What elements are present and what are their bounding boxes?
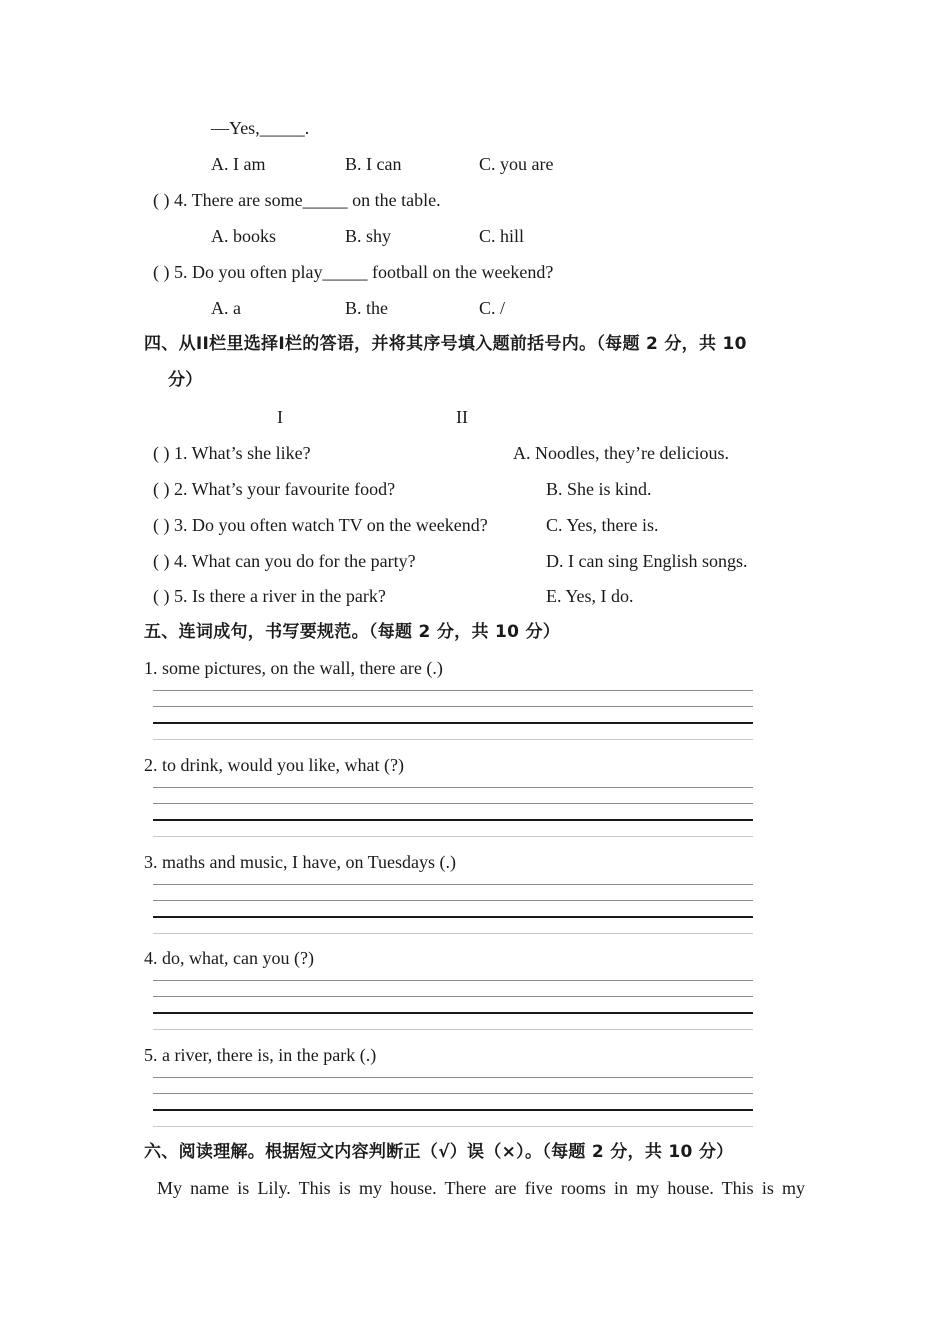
sentence-item-2: 2. to drink, would you like, what (?): [144, 755, 404, 775]
match-question-4: ( ) 4. What can you do for the party?: [153, 551, 416, 571]
writing-line: [153, 803, 753, 804]
writing-line: [153, 836, 753, 837]
q3-answer-line: —Yes,_____.: [211, 118, 310, 138]
q5-option-c: C. /: [479, 298, 506, 318]
q4-option-b: B. shy: [345, 226, 392, 246]
match-answer-a: A. Noodles, they’re delicious.: [513, 443, 729, 463]
writing-line: [153, 706, 753, 707]
section5-title: 五、连词成句，书写要规范。（每题 2 分，共 10 分）: [144, 622, 561, 642]
q5-question: ( ) 5. Do you often play_____ football on the weekend?: [153, 262, 554, 282]
writing-baseline: [153, 916, 753, 918]
q4-option-c: C. hill: [479, 226, 525, 246]
sentence-item-5: 5. a river, there is, in the park (.): [144, 1045, 377, 1065]
sentence-item-3: 3. maths and music, I have, on Tuesdays (.): [144, 852, 456, 872]
q3-option-c: C. you are: [479, 154, 554, 174]
q5-option-a: A. a: [211, 298, 241, 318]
section4-title-cont: 分）: [168, 370, 203, 390]
match-answer-d: D. I can sing English songs.: [546, 551, 748, 571]
column-i-header: I: [277, 407, 283, 427]
section6-title: 六、阅读理解。根据短文内容判断正（√）误（×）。（每题 2 分，共 10 分）: [144, 1142, 734, 1162]
column-ii-header: II: [456, 407, 468, 427]
section4-title: 四、从II栏里选择I栏的答语，并将其序号填入题前括号内。（每题 2 分，共 10: [144, 334, 747, 354]
writing-line: [153, 933, 753, 934]
writing-line: [153, 1077, 753, 1078]
writing-line: [153, 1126, 753, 1127]
match-question-1: ( ) 1. What’s she like?: [153, 443, 311, 463]
q5-option-b: B. the: [345, 298, 388, 318]
match-answer-c: C. Yes, there is.: [546, 515, 659, 535]
writing-baseline: [153, 1109, 753, 1111]
reading-passage-line: My name is Lily. This is my house. There are five rooms in my house. This is my: [157, 1178, 805, 1198]
sentence-item-1: 1. some pictures, on the wall, there are (.): [144, 658, 443, 678]
writing-line: [153, 1093, 753, 1094]
match-answer-e: E. Yes, I do.: [546, 586, 634, 606]
writing-line: [153, 739, 753, 740]
q4-option-a: A. books: [211, 226, 277, 246]
writing-baseline: [153, 819, 753, 821]
writing-line: [153, 980, 753, 981]
writing-line: [153, 996, 753, 997]
q4-question: ( ) 4. There are some_____ on the table.: [153, 190, 441, 210]
match-question-5: ( ) 5. Is there a river in the park?: [153, 586, 386, 606]
writing-line: [153, 884, 753, 885]
q3-option-a: A. I am: [211, 154, 266, 174]
writing-line: [153, 787, 753, 788]
match-question-3: ( ) 3. Do you often watch TV on the weekend?: [153, 515, 488, 535]
writing-line: [153, 900, 753, 901]
writing-line: [153, 690, 753, 691]
writing-baseline: [153, 1012, 753, 1014]
match-question-2: ( ) 2. What’s your favourite food?: [153, 479, 396, 499]
writing-line: [153, 1029, 753, 1030]
match-answer-b: B. She is kind.: [546, 479, 652, 499]
sentence-item-4: 4. do, what, can you (?): [144, 948, 314, 968]
writing-baseline: [153, 722, 753, 724]
q3-option-b: B. I can: [345, 154, 402, 174]
